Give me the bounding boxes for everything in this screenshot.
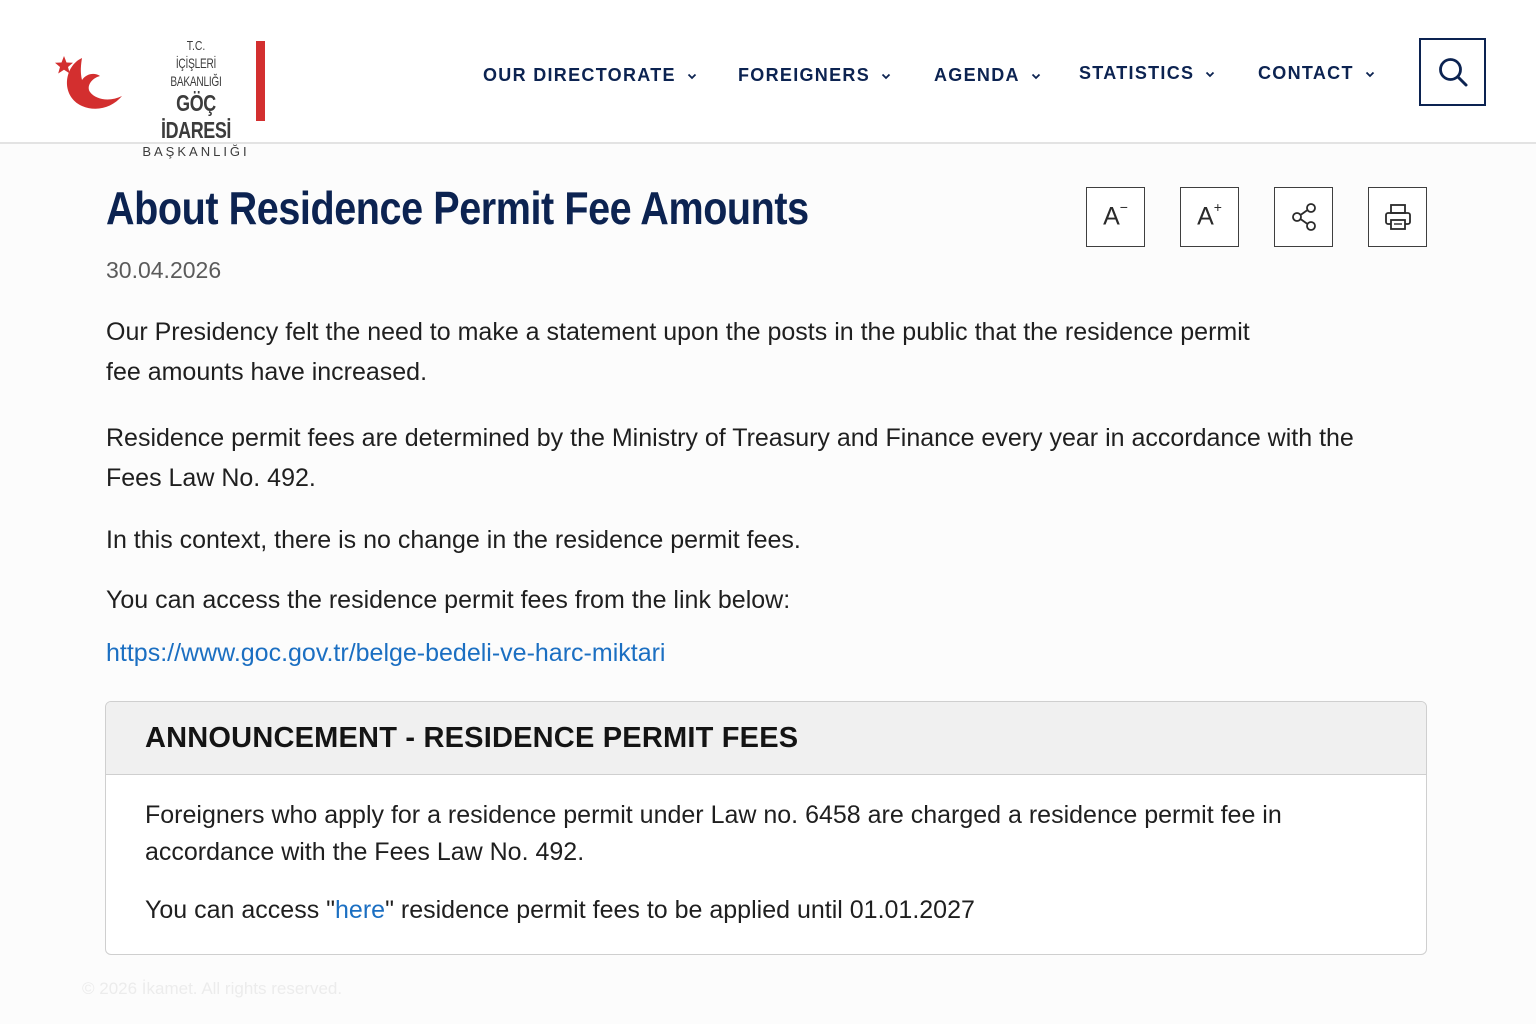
nav-label: CONTACT [1258,63,1354,83]
site-logo[interactable] [52,38,272,159]
announcement-box [105,701,1427,955]
chevron-down-icon [1364,68,1376,80]
logo-wordmark [136,38,256,160]
increase-font-button[interactable] [1180,187,1239,247]
logo-line-directorate: GÖÇ İDARESİ [160,90,232,143]
increase-font-letter: A [1197,202,1214,231]
increase-font-label [1197,199,1222,231]
page-title: About Residence Permit Fee Amounts [106,182,809,234]
nav-item-our-directorate[interactable] [483,65,698,86]
nav-item-agenda[interactable] [934,65,1042,86]
here-link[interactable]: here [335,896,386,924]
nav-label: STATISTICS [1079,63,1195,83]
chevron-down-icon [880,70,892,82]
share-icon [1290,202,1318,232]
print-button[interactable] [1368,187,1427,247]
publish-date: 30.04.2026 [106,257,222,283]
announcement-title: ANNOUNCEMENT - RESIDENCE PERMIT FEES [145,721,799,754]
paragraph: Our Presidency felt the need to make a statement upon the posts in the public that the residence permit fee amounts have increased. [106,318,1250,386]
footer-copyright: © 2026 İkamet. All rights reserved. [82,979,343,998]
paragraph: Residence permit fees are determined by the Ministry of Treasury and Finance every year in accordance with the Fees Law No. 492. [106,424,1354,492]
logo-line-tc: T.C. [186,38,206,53]
nav-item-contact[interactable] [1258,63,1376,84]
chevron-down-icon [1204,68,1216,80]
fee-amounts-link[interactable]: https://www.goc.gov.tr/belge-bedeli-ve-harc-miktari [106,639,666,667]
chevron-down-icon [686,70,698,82]
nav-item-statistics[interactable] [1079,63,1216,84]
logo-line-presidency: BAŞKANLIĞI [142,144,250,159]
chevron-down-icon [1030,70,1042,82]
logo-red-bar [256,41,265,121]
nav-label: FOREIGNERS [738,65,871,85]
decrease-font-sign: − [1119,199,1128,216]
decrease-font-letter: A [1103,202,1120,231]
announcement-paragraph: Foreigners who apply for a residence permit under Law no. 6458 are charged a residence permit fee in accordance with the Fees Law No. 492. [145,801,1282,866]
paragraph: You can access the residence permit fees from the link below: [106,586,791,614]
announcement-text: You can access " [145,896,336,924]
share-button[interactable] [1274,187,1333,247]
print-icon [1383,202,1413,232]
announcement-header [106,702,1426,775]
nav-label: OUR DIRECTORATE [483,65,676,85]
nav-label: AGENDA [934,65,1020,85]
site-header [0,0,1536,159]
decrease-font-label [1103,199,1128,231]
crescent-star-icon [52,52,126,116]
search-icon [1437,56,1469,88]
search-button[interactable] [1419,38,1486,106]
nav-item-foreigners[interactable] [738,65,892,86]
increase-font-sign: + [1213,199,1222,216]
announcement-text: " residence permit fees to be applied until 01.01.2027 [385,896,975,924]
announcement-paragraph [145,892,1365,929]
logo-line-ministry: İÇİŞLERİ BAKANLIĞI [170,55,222,89]
decrease-font-button[interactable] [1086,187,1145,247]
paragraph: In this context, there is no change in the residence permit fees. [106,526,801,554]
